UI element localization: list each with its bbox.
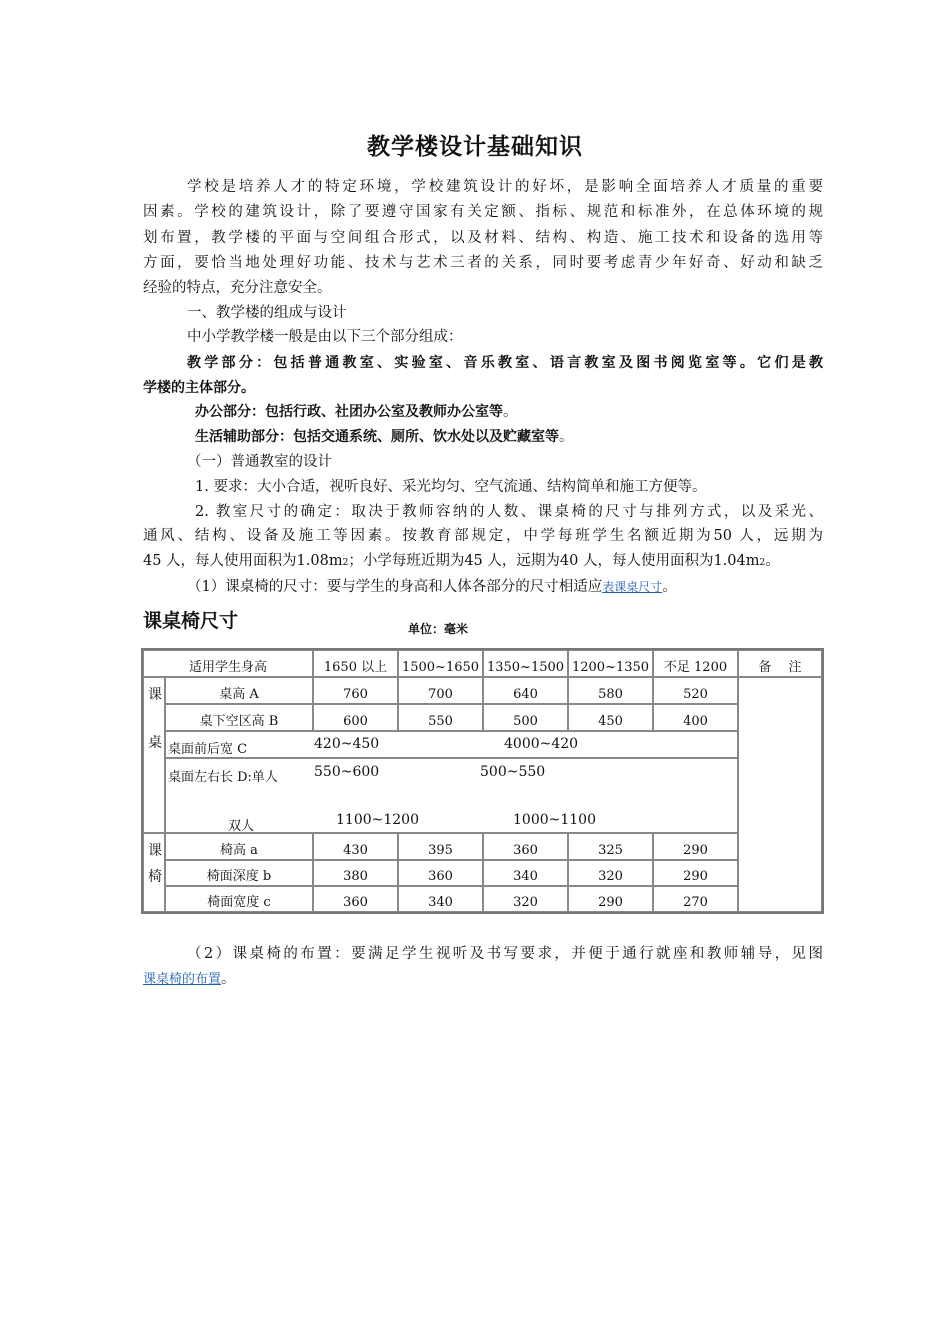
layout-line-2: 课桌椅的布置。: [143, 971, 236, 987]
header-cell: 1650 以上: [313, 650, 398, 677]
table-cell: 1000~1100: [513, 812, 596, 828]
header-cell: 1500~1650: [398, 650, 483, 677]
page-title: 教学楼设计基础知识: [367, 134, 583, 160]
desk-size-table-link[interactable]: 表课桌尺寸: [602, 580, 663, 594]
row-label: 桌下空区高 B: [165, 704, 313, 731]
table-cell: 550: [398, 704, 483, 731]
section-heading: 一、教学楼的组成与设计: [187, 305, 347, 321]
table-cell: 395: [398, 833, 483, 860]
row-label: 桌面前后宽 C: [168, 742, 248, 757]
office-part: 办公部分：包括行政、社团办公室及教师办公室等。: [195, 404, 518, 420]
row-label: 桌面左右长 D:单人: [168, 770, 278, 785]
table-cell: 360: [483, 833, 568, 860]
row-label: 双人: [228, 819, 255, 834]
table-cell: 640: [483, 677, 568, 704]
row-label: 椅面深度 b: [165, 860, 313, 886]
header-cell-remarks: 备 注: [738, 650, 822, 677]
header-cell: 1350~1500: [483, 650, 568, 677]
table-cell: 270: [653, 886, 738, 912]
desk-layout-link[interactable]: 课桌椅的布置: [143, 972, 222, 987]
chair-group-label-1: 课: [148, 843, 162, 859]
table-cell: 380: [313, 860, 398, 886]
intro-line-3: 划布置，教学楼的平面与空间组合形式，以及材料、结构、构造、施工技术和设备的选用等: [143, 230, 823, 246]
desk-size-line: （1）课桌椅的尺寸：要与学生的身高和人体各部分的尺寸相适应表课桌尺寸。: [187, 579, 677, 595]
table-cell: 450: [568, 704, 653, 731]
table-unit: 单位：毫米: [408, 622, 469, 636]
layout-line-1: （2）课桌椅的布置：要满足学生视听及书写要求，并便于通行就座和教师辅导，见图: [187, 946, 823, 962]
desk-group-label-1: 课: [148, 687, 162, 703]
intro-line-2: 因素。学校的建筑设计，除了要遵守国家有关定额、指标、规范和标准外，在总体环境的规: [143, 204, 823, 220]
table-title: 课桌椅尺寸: [143, 610, 239, 632]
table-cell: 550~600: [314, 764, 380, 780]
table-cell: 360: [313, 886, 398, 912]
table-cell: 400: [653, 704, 738, 731]
row-label: 桌高 A: [165, 677, 313, 704]
teaching-part-line-1: 教学部分：包括普通教室、实验室、音乐教室、语言教室及图书阅览室等。它们是教: [187, 355, 823, 371]
table-cell: 360: [398, 860, 483, 886]
remarks-cell: [738, 677, 822, 912]
table-cell: 1100~1200: [336, 812, 419, 828]
size-line-3: 45 人，每人使用面积为1.08m2；小学每班近期为45 人，远期为40 人，每人使用面积为1.04m2。: [143, 553, 780, 569]
header-cell: 适用学生身高: [143, 650, 313, 677]
table-cell: 700: [398, 677, 483, 704]
depth-row: [165, 731, 738, 758]
table-cell: 320: [483, 886, 568, 912]
header-cell: 不足 1200: [653, 650, 738, 677]
header-cell: 1200~1350: [568, 650, 653, 677]
subsection-heading: （一）普通教室的设计: [187, 454, 332, 470]
size-line-1: 2. 教室尺寸的确定：取决于教师容纳的人数、课桌椅的尺寸与排列方式，以及采光、: [195, 504, 823, 520]
table-cell: 340: [398, 886, 483, 912]
desk-chair-size-table: [141, 648, 824, 914]
table-cell: 520: [653, 677, 738, 704]
table-cell: 420~450: [314, 736, 380, 752]
intro-line-4: 方面，要恰当地处理好功能、技术与艺术三者的关系，同时要考虑青少年好奇、好动和缺乏: [143, 255, 823, 271]
teaching-part-line-2: 学楼的主体部分。: [143, 380, 255, 396]
table-cell: 290: [568, 886, 653, 912]
table-cell: 290: [653, 833, 738, 860]
table-cell: 500~550: [480, 764, 546, 780]
table-cell: 4000~420: [504, 736, 579, 752]
table-cell: 340: [483, 860, 568, 886]
row-label: 椅高 a: [165, 833, 313, 860]
row-label: 椅面宽度 c: [165, 886, 313, 912]
table-cell: 290: [653, 860, 738, 886]
table-cell: 500: [483, 704, 568, 731]
table-cell: 320: [568, 860, 653, 886]
size-line-2: 通风、结构、设备及施工等因素。按教育部规定，中学每班学生名额近期为50 人，远期为: [143, 528, 823, 544]
requirement-line: 1. 要求：大小合适，视听良好、采光均匀、空气流通、结构简单和施工方便等。: [195, 479, 707, 495]
intro-line-1: 学校是培养人才的特定环境，学校建筑设计的好坏，是影响全面培养人才质量的重要: [187, 179, 823, 195]
table-cell: 325: [568, 833, 653, 860]
table-cell: 430: [313, 833, 398, 860]
table-cell: 760: [313, 677, 398, 704]
life-part: 生活辅助部分：包括交通系统、厕所、饮水处以及贮藏室等。: [195, 429, 574, 445]
desk-group-label-2: 桌: [148, 735, 162, 751]
composition-intro: 中小学教学楼一般是由以下三个部分组成：: [187, 329, 463, 345]
intro-line-5: 经验的特点，充分注意安全。: [143, 280, 332, 296]
table-cell: 580: [568, 677, 653, 704]
table-cell: 600: [313, 704, 398, 731]
chair-group-label-2: 椅: [148, 869, 162, 885]
